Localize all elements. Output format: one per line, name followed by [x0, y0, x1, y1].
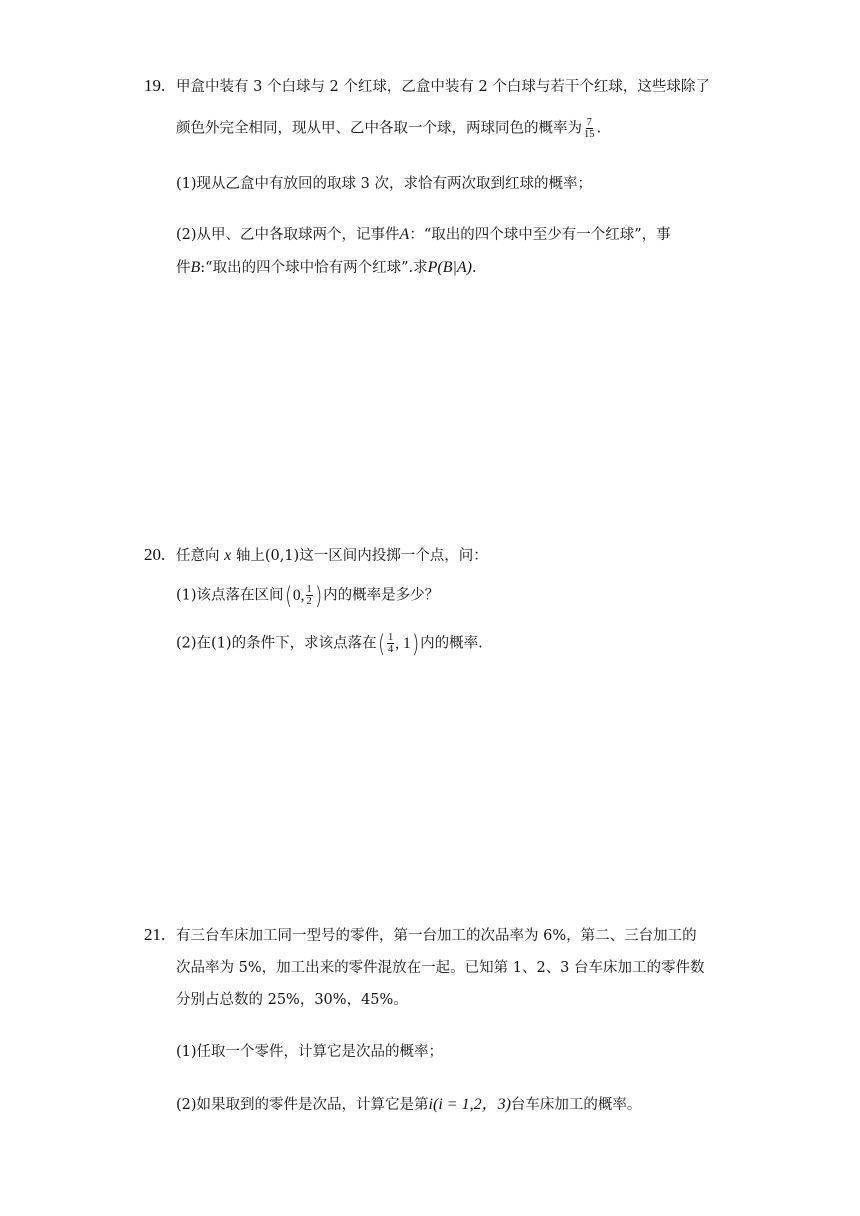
interval-fraction-half	[306, 584, 313, 607]
question-19-part-2-line-1	[176, 225, 671, 245]
question-20-part-2-text-a: (2)在(1)的条件下，求该点落在	[176, 635, 377, 652]
question-19-part-2-line-2-text-a: 件	[176, 260, 191, 276]
question-19-part-2-text-b: ：“取出的四个球中至少有一个红球”，事	[409, 227, 671, 243]
question-21-part-2-text-a: (2)如果取到的零件是次品，计算它是第	[176, 1097, 429, 1113]
fraction-numerator: 1	[306, 584, 312, 595]
left-paren: (	[284, 581, 292, 610]
event-a-variable: A	[399, 226, 410, 243]
question-20-number: 20.	[144, 545, 166, 564]
question-19-stem-line-2-text: 颜色外完全相同，现从甲、乙中各取一个球，两球同色的概率为	[176, 120, 582, 137]
right-paren: )	[314, 581, 322, 610]
question-19-stem-line-1: 甲盒中装有 3 个白球与 2 个红球，乙盒中装有 2 个白球与若干个红球，这些球除了	[176, 79, 710, 95]
conditional-probability-expression: P(B|A)	[427, 259, 472, 276]
question-19-part-2-text-a: (2)从甲、乙中各取球两个，记事件	[176, 227, 400, 243]
question-21-part-2-text-b: 台车床加工的概率。	[510, 1097, 642, 1113]
interval-fraction-quarter	[387, 632, 394, 655]
interval-left-value: 0,	[292, 586, 305, 604]
fraction-denominator: 4	[387, 644, 394, 655]
question-19-part-2-line-2-end: .	[471, 260, 477, 276]
question-20-stem-text-b: 轴上(0,1)这一区间内投掷一个点，问：	[235, 548, 488, 564]
question-20-part-1-text-a: (1)该点落在区间	[176, 587, 284, 604]
question-21-stem-line-3: 分别占总数的 25%，30%，45%。	[176, 992, 408, 1008]
question-20-stem-text-a: 任意向	[176, 548, 220, 564]
question-21-part-1: (1)任取一个零件，计算它是次品的概率；	[176, 1044, 444, 1060]
x-axis-variable: x	[224, 547, 232, 564]
left-paren: (	[377, 629, 385, 658]
question-20-part-1-text-b: 内的概率是多少？	[323, 587, 440, 604]
question-21-stem-line-1: 有三台车床加工同一型号的零件，第一台加工的次品率为 6%，第二、三台加工的	[176, 928, 697, 944]
question-19-part-2-line-2-text-b: :“取出的四个球中恰有两个红球”.求	[200, 260, 428, 276]
fraction-numerator: 7	[586, 117, 592, 128]
right-paren: )	[411, 629, 419, 658]
question-21-stem-line-2: 次品率为 5%，加工出来的零件混放在一起。已知第 1、2、3 台车床加工的零件数	[176, 960, 705, 976]
lathe-index-expression: i(i = 1,2，3)	[428, 1096, 511, 1113]
event-b-variable: B	[190, 259, 201, 276]
question-19-stem-line-2-end: .	[596, 120, 602, 137]
question-20-part-2	[176, 629, 483, 658]
question-21-number: 21.	[144, 925, 166, 944]
fraction-denominator: 2	[306, 596, 312, 607]
question-20-part-1	[176, 581, 440, 610]
question-20-part-2-text-b: 内的概率.	[420, 635, 483, 652]
question-19-number: 19.	[144, 76, 166, 95]
question-19-stem-line-2	[176, 117, 601, 140]
fraction-denominator: 15	[584, 129, 595, 140]
probability-fraction	[583, 117, 596, 140]
question-19-part-2-line-2	[176, 258, 477, 278]
question-19-part-1: (1)现从乙盒中有放回的取球 3 次，求恰有两次取到红球的概率；	[176, 176, 592, 192]
interval-right-value: , 1	[395, 634, 411, 652]
question-21-part-2	[176, 1095, 641, 1115]
fraction-numerator: 1	[387, 632, 394, 643]
question-20-stem	[176, 546, 488, 566]
